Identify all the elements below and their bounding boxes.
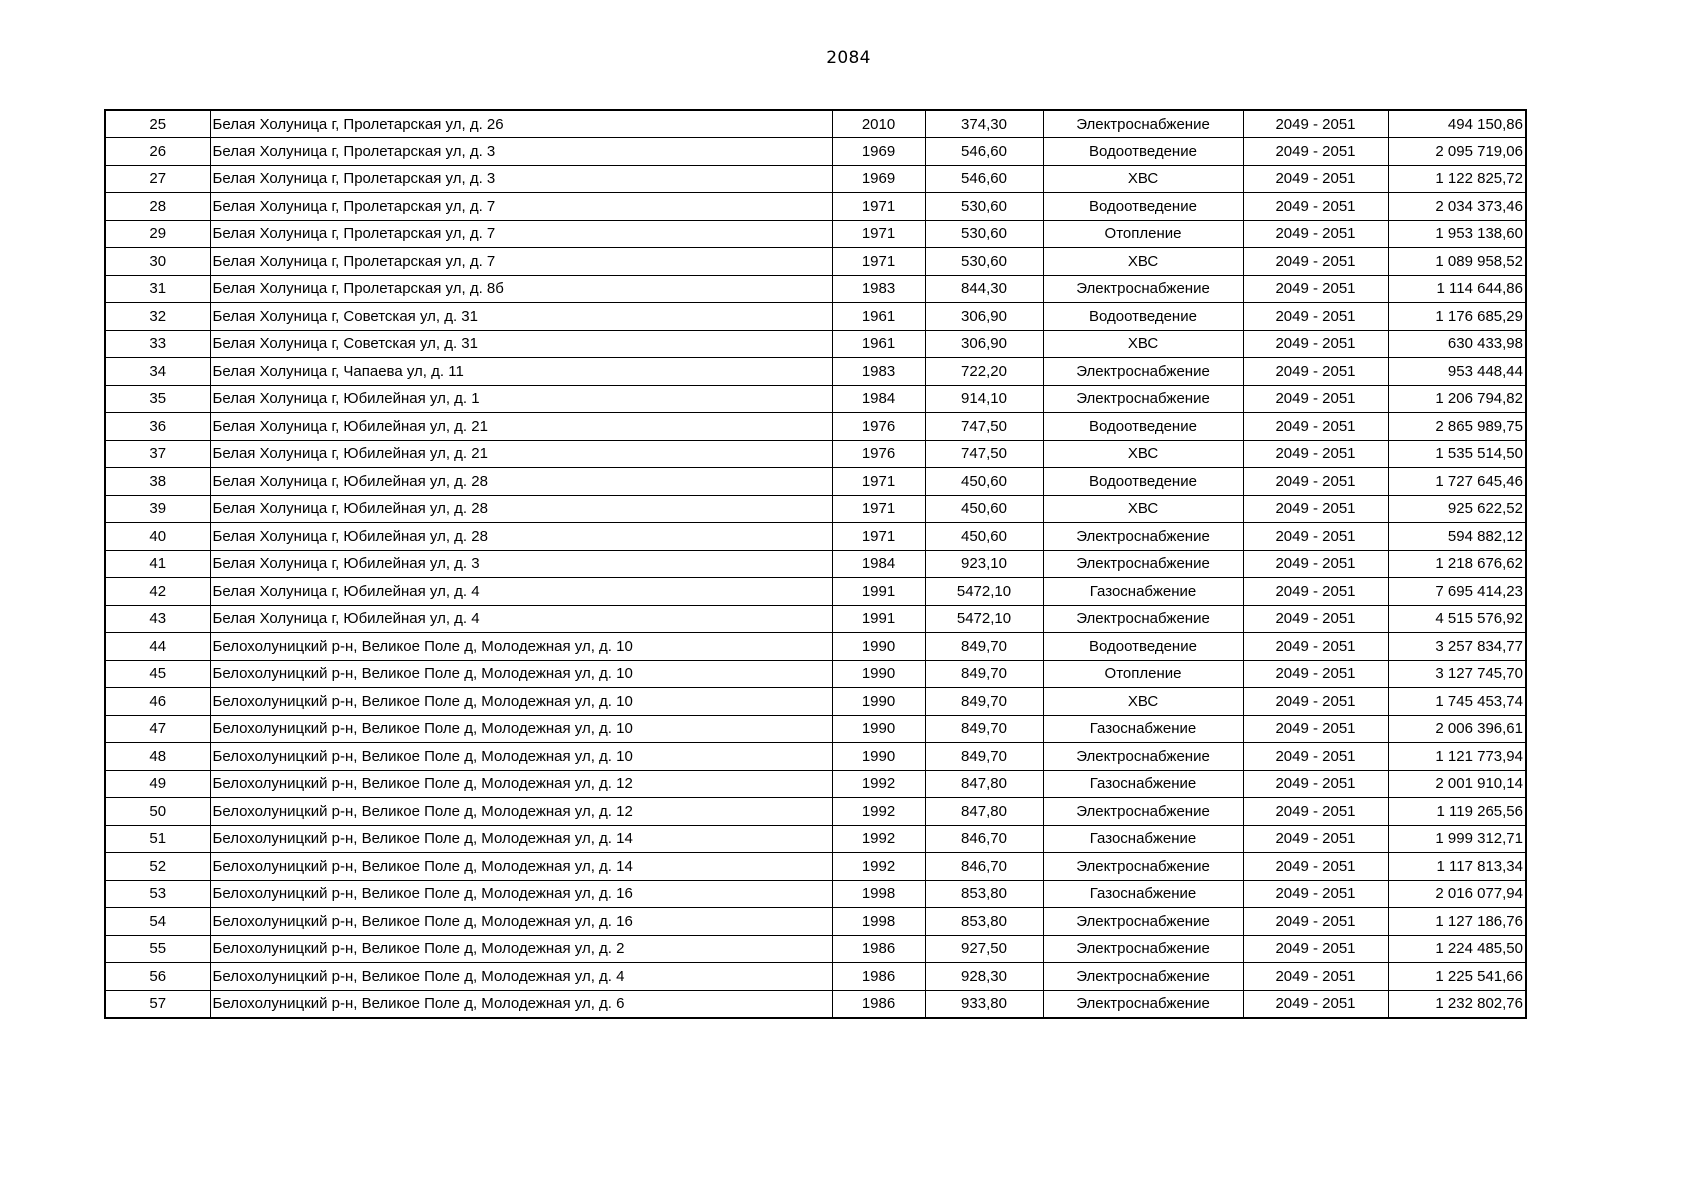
table-row — [105, 908, 1526, 936]
address-cell: Белая Холуница г, Юбилейная ул, д. 3 — [210, 550, 832, 578]
table-row — [105, 743, 1526, 771]
address-cell: Белая Холуница г, Юбилейная ул, д. 4 — [210, 605, 832, 633]
cost-cell: 1 127 186,76 — [1388, 908, 1526, 936]
area-cell: 853,80 — [925, 908, 1043, 936]
address-cell: Белохолуницкий р-н, Великое Поле д, Молодежная ул, д. 6 — [210, 990, 832, 1018]
cost-cell: 925 622,52 — [1388, 495, 1526, 523]
year-built-cell: 1971 — [832, 193, 925, 221]
row-number-cell: 41 — [105, 550, 210, 578]
period-cell: 2049 - 2051 — [1243, 413, 1388, 441]
row-number-cell: 55 — [105, 935, 210, 963]
work-type-cell: Водоотведение — [1043, 303, 1243, 331]
area-cell: 849,70 — [925, 633, 1043, 661]
table-row — [105, 275, 1526, 303]
table-row — [105, 963, 1526, 991]
year-built-cell: 1992 — [832, 853, 925, 881]
table-row — [105, 495, 1526, 523]
year-built-cell: 1998 — [832, 908, 925, 936]
cost-cell: 953 448,44 — [1388, 358, 1526, 386]
area-cell: 933,80 — [925, 990, 1043, 1018]
cost-cell: 1 176 685,29 — [1388, 303, 1526, 331]
address-cell: Белая Холуница г, Пролетарская ул, д. 7 — [210, 193, 832, 221]
area-cell: 846,70 — [925, 825, 1043, 853]
period-cell: 2049 - 2051 — [1243, 220, 1388, 248]
work-type-cell: Водоотведение — [1043, 633, 1243, 661]
year-built-cell: 1986 — [832, 963, 925, 991]
work-type-cell: ХВС — [1043, 688, 1243, 716]
work-type-cell: Электроснабжение — [1043, 275, 1243, 303]
year-built-cell: 1992 — [832, 825, 925, 853]
work-type-cell: Электроснабжение — [1043, 853, 1243, 881]
row-number-cell: 37 — [105, 440, 210, 468]
work-type-cell: ХВС — [1043, 440, 1243, 468]
cost-cell: 1 218 676,62 — [1388, 550, 1526, 578]
work-type-cell: ХВС — [1043, 495, 1243, 523]
address-cell: Белохолуницкий р-н, Великое Поле д, Молодежная ул, д. 4 — [210, 963, 832, 991]
work-type-cell: Электроснабжение — [1043, 963, 1243, 991]
cost-cell: 1 121 773,94 — [1388, 743, 1526, 771]
period-cell: 2049 - 2051 — [1243, 880, 1388, 908]
year-built-cell: 1976 — [832, 440, 925, 468]
area-cell: 374,30 — [925, 110, 1043, 138]
year-built-cell: 1991 — [832, 578, 925, 606]
row-number-cell: 50 — [105, 798, 210, 826]
row-number-cell: 30 — [105, 248, 210, 276]
work-type-cell: Электроснабжение — [1043, 550, 1243, 578]
row-number-cell: 27 — [105, 165, 210, 193]
period-cell: 2049 - 2051 — [1243, 330, 1388, 358]
year-built-cell: 1984 — [832, 550, 925, 578]
work-type-cell: Электроснабжение — [1043, 990, 1243, 1018]
address-cell: Белохолуницкий р-н, Великое Поле д, Молодежная ул, д. 12 — [210, 770, 832, 798]
address-cell: Белая Холуница г, Юбилейная ул, д. 28 — [210, 468, 832, 496]
row-number-cell: 34 — [105, 358, 210, 386]
row-number-cell: 28 — [105, 193, 210, 221]
table-row — [105, 825, 1526, 853]
area-cell: 928,30 — [925, 963, 1043, 991]
area-cell: 923,10 — [925, 550, 1043, 578]
period-cell: 2049 - 2051 — [1243, 853, 1388, 881]
area-cell: 849,70 — [925, 688, 1043, 716]
area-cell: 847,80 — [925, 798, 1043, 826]
row-number-cell: 29 — [105, 220, 210, 248]
area-cell: 747,50 — [925, 440, 1043, 468]
row-number-cell: 35 — [105, 385, 210, 413]
work-type-cell: ХВС — [1043, 165, 1243, 193]
row-number-cell: 45 — [105, 660, 210, 688]
address-cell: Белая Холуница г, Советская ул, д. 31 — [210, 303, 832, 331]
cost-cell: 1 232 802,76 — [1388, 990, 1526, 1018]
year-built-cell: 1986 — [832, 935, 925, 963]
table-body — [105, 110, 1526, 1018]
table-row — [105, 110, 1526, 138]
table-row — [105, 413, 1526, 441]
work-type-cell: Водоотведение — [1043, 193, 1243, 221]
address-cell: Белая Холуница г, Чапаева ул, д. 11 — [210, 358, 832, 386]
work-type-cell: Газоснабжение — [1043, 715, 1243, 743]
period-cell: 2049 - 2051 — [1243, 935, 1388, 963]
cost-cell: 3 127 745,70 — [1388, 660, 1526, 688]
period-cell: 2049 - 2051 — [1243, 770, 1388, 798]
period-cell: 2049 - 2051 — [1243, 990, 1388, 1018]
row-number-cell: 33 — [105, 330, 210, 358]
area-cell: 844,30 — [925, 275, 1043, 303]
period-cell: 2049 - 2051 — [1243, 605, 1388, 633]
address-cell: Белохолуницкий р-н, Великое Поле д, Молодежная ул, д. 12 — [210, 798, 832, 826]
address-cell: Белохолуницкий р-н, Великое Поле д, Молодежная ул, д. 10 — [210, 715, 832, 743]
area-cell: 722,20 — [925, 358, 1043, 386]
period-cell: 2049 - 2051 — [1243, 248, 1388, 276]
table-row — [105, 935, 1526, 963]
row-number-cell: 38 — [105, 468, 210, 496]
address-cell: Белая Холуница г, Пролетарская ул, д. 3 — [210, 165, 832, 193]
period-cell: 2049 - 2051 — [1243, 138, 1388, 166]
row-number-cell: 48 — [105, 743, 210, 771]
area-cell: 546,60 — [925, 138, 1043, 166]
work-type-cell: Газоснабжение — [1043, 578, 1243, 606]
cost-cell: 1 117 813,34 — [1388, 853, 1526, 881]
area-cell: 849,70 — [925, 743, 1043, 771]
work-type-cell: ХВС — [1043, 330, 1243, 358]
address-cell: Белая Холуница г, Юбилейная ул, д. 28 — [210, 523, 832, 551]
row-number-cell: 52 — [105, 853, 210, 881]
row-number-cell: 53 — [105, 880, 210, 908]
area-cell: 5472,10 — [925, 605, 1043, 633]
work-type-cell: Электроснабжение — [1043, 908, 1243, 936]
work-type-cell: Отопление — [1043, 220, 1243, 248]
table-row — [105, 605, 1526, 633]
address-cell: Белохолуницкий р-н, Великое Поле д, Молодежная ул, д. 14 — [210, 853, 832, 881]
table-row — [105, 770, 1526, 798]
period-cell: 2049 - 2051 — [1243, 825, 1388, 853]
cost-cell: 1 206 794,82 — [1388, 385, 1526, 413]
period-cell: 2049 - 2051 — [1243, 633, 1388, 661]
cost-cell: 1 999 312,71 — [1388, 825, 1526, 853]
cost-cell: 630 433,98 — [1388, 330, 1526, 358]
table-row — [105, 220, 1526, 248]
cost-cell: 1 727 645,46 — [1388, 468, 1526, 496]
cost-cell: 494 150,86 — [1388, 110, 1526, 138]
period-cell: 2049 - 2051 — [1243, 743, 1388, 771]
table-row — [105, 358, 1526, 386]
table-row — [105, 248, 1526, 276]
period-cell: 2049 - 2051 — [1243, 578, 1388, 606]
row-number-cell: 51 — [105, 825, 210, 853]
address-cell: Белохолуницкий р-н, Великое Поле д, Молодежная ул, д. 10 — [210, 743, 832, 771]
year-built-cell: 1971 — [832, 468, 925, 496]
address-cell: Белая Холуница г, Юбилейная ул, д. 4 — [210, 578, 832, 606]
year-built-cell: 2010 — [832, 110, 925, 138]
area-cell: 450,60 — [925, 468, 1043, 496]
address-cell: Белая Холуница г, Юбилейная ул, д. 1 — [210, 385, 832, 413]
cost-cell: 1 224 485,50 — [1388, 935, 1526, 963]
cost-cell: 2 006 396,61 — [1388, 715, 1526, 743]
work-type-cell: Водоотведение — [1043, 468, 1243, 496]
period-cell: 2049 - 2051 — [1243, 550, 1388, 578]
table-row — [105, 468, 1526, 496]
year-built-cell: 1971 — [832, 220, 925, 248]
table-row — [105, 550, 1526, 578]
row-number-cell: 46 — [105, 688, 210, 716]
cost-cell: 1 953 138,60 — [1388, 220, 1526, 248]
area-cell: 927,50 — [925, 935, 1043, 963]
period-cell: 2049 - 2051 — [1243, 385, 1388, 413]
row-number-cell: 42 — [105, 578, 210, 606]
period-cell: 2049 - 2051 — [1243, 110, 1388, 138]
row-number-cell: 47 — [105, 715, 210, 743]
period-cell: 2049 - 2051 — [1243, 798, 1388, 826]
cost-cell: 1 225 541,66 — [1388, 963, 1526, 991]
year-built-cell: 1971 — [832, 523, 925, 551]
work-type-cell: Водоотведение — [1043, 138, 1243, 166]
work-type-cell: Электроснабжение — [1043, 798, 1243, 826]
work-type-cell: Электроснабжение — [1043, 110, 1243, 138]
row-number-cell: 49 — [105, 770, 210, 798]
year-built-cell: 1961 — [832, 330, 925, 358]
period-cell: 2049 - 2051 — [1243, 495, 1388, 523]
table-row — [105, 853, 1526, 881]
area-cell: 530,60 — [925, 193, 1043, 221]
table-row — [105, 385, 1526, 413]
year-built-cell: 1991 — [832, 605, 925, 633]
cost-cell: 7 695 414,23 — [1388, 578, 1526, 606]
year-built-cell: 1990 — [832, 743, 925, 771]
cost-cell: 1 089 958,52 — [1388, 248, 1526, 276]
table-row — [105, 523, 1526, 551]
row-number-cell: 26 — [105, 138, 210, 166]
address-cell: Белохолуницкий р-н, Великое Поле д, Молодежная ул, д. 14 — [210, 825, 832, 853]
cost-cell: 1 535 514,50 — [1388, 440, 1526, 468]
table-row — [105, 138, 1526, 166]
year-built-cell: 1961 — [832, 303, 925, 331]
area-cell: 306,90 — [925, 330, 1043, 358]
work-type-cell: Водоотведение — [1043, 413, 1243, 441]
address-cell: Белая Холуница г, Пролетарская ул, д. 26 — [210, 110, 832, 138]
table-row — [105, 798, 1526, 826]
year-built-cell: 1971 — [832, 248, 925, 276]
area-cell: 846,70 — [925, 853, 1043, 881]
cost-cell: 1 114 644,86 — [1388, 275, 1526, 303]
period-cell: 2049 - 2051 — [1243, 523, 1388, 551]
year-built-cell: 1983 — [832, 358, 925, 386]
cost-cell: 2 001 910,14 — [1388, 770, 1526, 798]
buildings-table — [104, 109, 1527, 1019]
year-built-cell: 1983 — [832, 275, 925, 303]
work-type-cell: Электроснабжение — [1043, 358, 1243, 386]
area-cell: 849,70 — [925, 715, 1043, 743]
work-type-cell: Электроснабжение — [1043, 935, 1243, 963]
period-cell: 2049 - 2051 — [1243, 165, 1388, 193]
work-type-cell: Отопление — [1043, 660, 1243, 688]
area-cell: 450,60 — [925, 523, 1043, 551]
area-cell: 450,60 — [925, 495, 1043, 523]
cost-cell: 2 095 719,06 — [1388, 138, 1526, 166]
address-cell: Белая Холуница г, Пролетарская ул, д. 7 — [210, 248, 832, 276]
row-number-cell: 56 — [105, 963, 210, 991]
address-cell: Белохолуницкий р-н, Великое Поле д, Молодежная ул, д. 2 — [210, 935, 832, 963]
year-built-cell: 1971 — [832, 495, 925, 523]
address-cell: Белая Холуница г, Юбилейная ул, д. 28 — [210, 495, 832, 523]
area-cell: 530,60 — [925, 248, 1043, 276]
address-cell: Белая Холуница г, Пролетарская ул, д. 7 — [210, 220, 832, 248]
work-type-cell: Электроснабжение — [1043, 743, 1243, 771]
table-row — [105, 330, 1526, 358]
row-number-cell: 32 — [105, 303, 210, 331]
table-row — [105, 660, 1526, 688]
table-row — [105, 633, 1526, 661]
period-cell: 2049 - 2051 — [1243, 303, 1388, 331]
year-built-cell: 1992 — [832, 798, 925, 826]
address-cell: Белая Холуница г, Юбилейная ул, д. 21 — [210, 413, 832, 441]
period-cell: 2049 - 2051 — [1243, 908, 1388, 936]
row-number-cell: 44 — [105, 633, 210, 661]
row-number-cell: 25 — [105, 110, 210, 138]
cost-cell: 2 865 989,75 — [1388, 413, 1526, 441]
cost-cell: 1 119 265,56 — [1388, 798, 1526, 826]
work-type-cell: Газоснабжение — [1043, 770, 1243, 798]
cost-cell: 594 882,12 — [1388, 523, 1526, 551]
area-cell: 747,50 — [925, 413, 1043, 441]
row-number-cell: 31 — [105, 275, 210, 303]
period-cell: 2049 - 2051 — [1243, 468, 1388, 496]
area-cell: 914,10 — [925, 385, 1043, 413]
cost-cell: 2 016 077,94 — [1388, 880, 1526, 908]
work-type-cell: Электроснабжение — [1043, 605, 1243, 633]
address-cell: Белая Холуница г, Пролетарская ул, д. 8б — [210, 275, 832, 303]
year-built-cell: 1990 — [832, 688, 925, 716]
year-built-cell: 1992 — [832, 770, 925, 798]
work-type-cell: Газоснабжение — [1043, 825, 1243, 853]
cost-cell: 3 257 834,77 — [1388, 633, 1526, 661]
table-row — [105, 688, 1526, 716]
year-built-cell: 1984 — [832, 385, 925, 413]
period-cell: 2049 - 2051 — [1243, 963, 1388, 991]
address-cell: Белохолуницкий р-н, Великое Поле д, Молодежная ул, д. 10 — [210, 660, 832, 688]
year-built-cell: 1990 — [832, 660, 925, 688]
work-type-cell: Электроснабжение — [1043, 523, 1243, 551]
table-row — [105, 990, 1526, 1018]
work-type-cell: Электроснабжение — [1043, 385, 1243, 413]
area-cell: 5472,10 — [925, 578, 1043, 606]
year-built-cell: 1990 — [832, 715, 925, 743]
period-cell: 2049 - 2051 — [1243, 440, 1388, 468]
area-cell: 853,80 — [925, 880, 1043, 908]
year-built-cell: 1969 — [832, 165, 925, 193]
row-number-cell: 36 — [105, 413, 210, 441]
period-cell: 2049 - 2051 — [1243, 715, 1388, 743]
table-row — [105, 880, 1526, 908]
year-built-cell: 1976 — [832, 413, 925, 441]
address-cell: Белая Холуница г, Юбилейная ул, д. 21 — [210, 440, 832, 468]
address-cell: Белая Холуница г, Пролетарская ул, д. 3 — [210, 138, 832, 166]
row-number-cell: 54 — [105, 908, 210, 936]
row-number-cell: 40 — [105, 523, 210, 551]
row-number-cell: 57 — [105, 990, 210, 1018]
address-cell: Белая Холуница г, Советская ул, д. 31 — [210, 330, 832, 358]
area-cell: 847,80 — [925, 770, 1043, 798]
year-built-cell: 1986 — [832, 990, 925, 1018]
year-built-cell: 1990 — [832, 633, 925, 661]
table-row — [105, 715, 1526, 743]
address-cell: Белохолуницкий р-н, Великое Поле д, Молодежная ул, д. 16 — [210, 908, 832, 936]
address-cell: Белохолуницкий р-н, Великое Поле д, Молодежная ул, д. 10 — [210, 633, 832, 661]
page-number: 2084 — [826, 48, 871, 68]
area-cell: 306,90 — [925, 303, 1043, 331]
cost-cell: 4 515 576,92 — [1388, 605, 1526, 633]
area-cell: 530,60 — [925, 220, 1043, 248]
table-row — [105, 165, 1526, 193]
period-cell: 2049 - 2051 — [1243, 688, 1388, 716]
cost-cell: 1 745 453,74 — [1388, 688, 1526, 716]
table-row — [105, 578, 1526, 606]
table-row — [105, 440, 1526, 468]
cost-cell: 1 122 825,72 — [1388, 165, 1526, 193]
period-cell: 2049 - 2051 — [1243, 660, 1388, 688]
work-type-cell: ХВС — [1043, 248, 1243, 276]
work-type-cell: Газоснабжение — [1043, 880, 1243, 908]
address-cell: Белохолуницкий р-н, Великое Поле д, Молодежная ул, д. 10 — [210, 688, 832, 716]
period-cell: 2049 - 2051 — [1243, 275, 1388, 303]
table-row — [105, 193, 1526, 221]
cost-cell: 2 034 373,46 — [1388, 193, 1526, 221]
period-cell: 2049 - 2051 — [1243, 358, 1388, 386]
year-built-cell: 1969 — [832, 138, 925, 166]
area-cell: 546,60 — [925, 165, 1043, 193]
year-built-cell: 1998 — [832, 880, 925, 908]
address-cell: Белохолуницкий р-н, Великое Поле д, Молодежная ул, д. 16 — [210, 880, 832, 908]
area-cell: 849,70 — [925, 660, 1043, 688]
period-cell: 2049 - 2051 — [1243, 193, 1388, 221]
table-row — [105, 303, 1526, 331]
row-number-cell: 39 — [105, 495, 210, 523]
row-number-cell: 43 — [105, 605, 210, 633]
